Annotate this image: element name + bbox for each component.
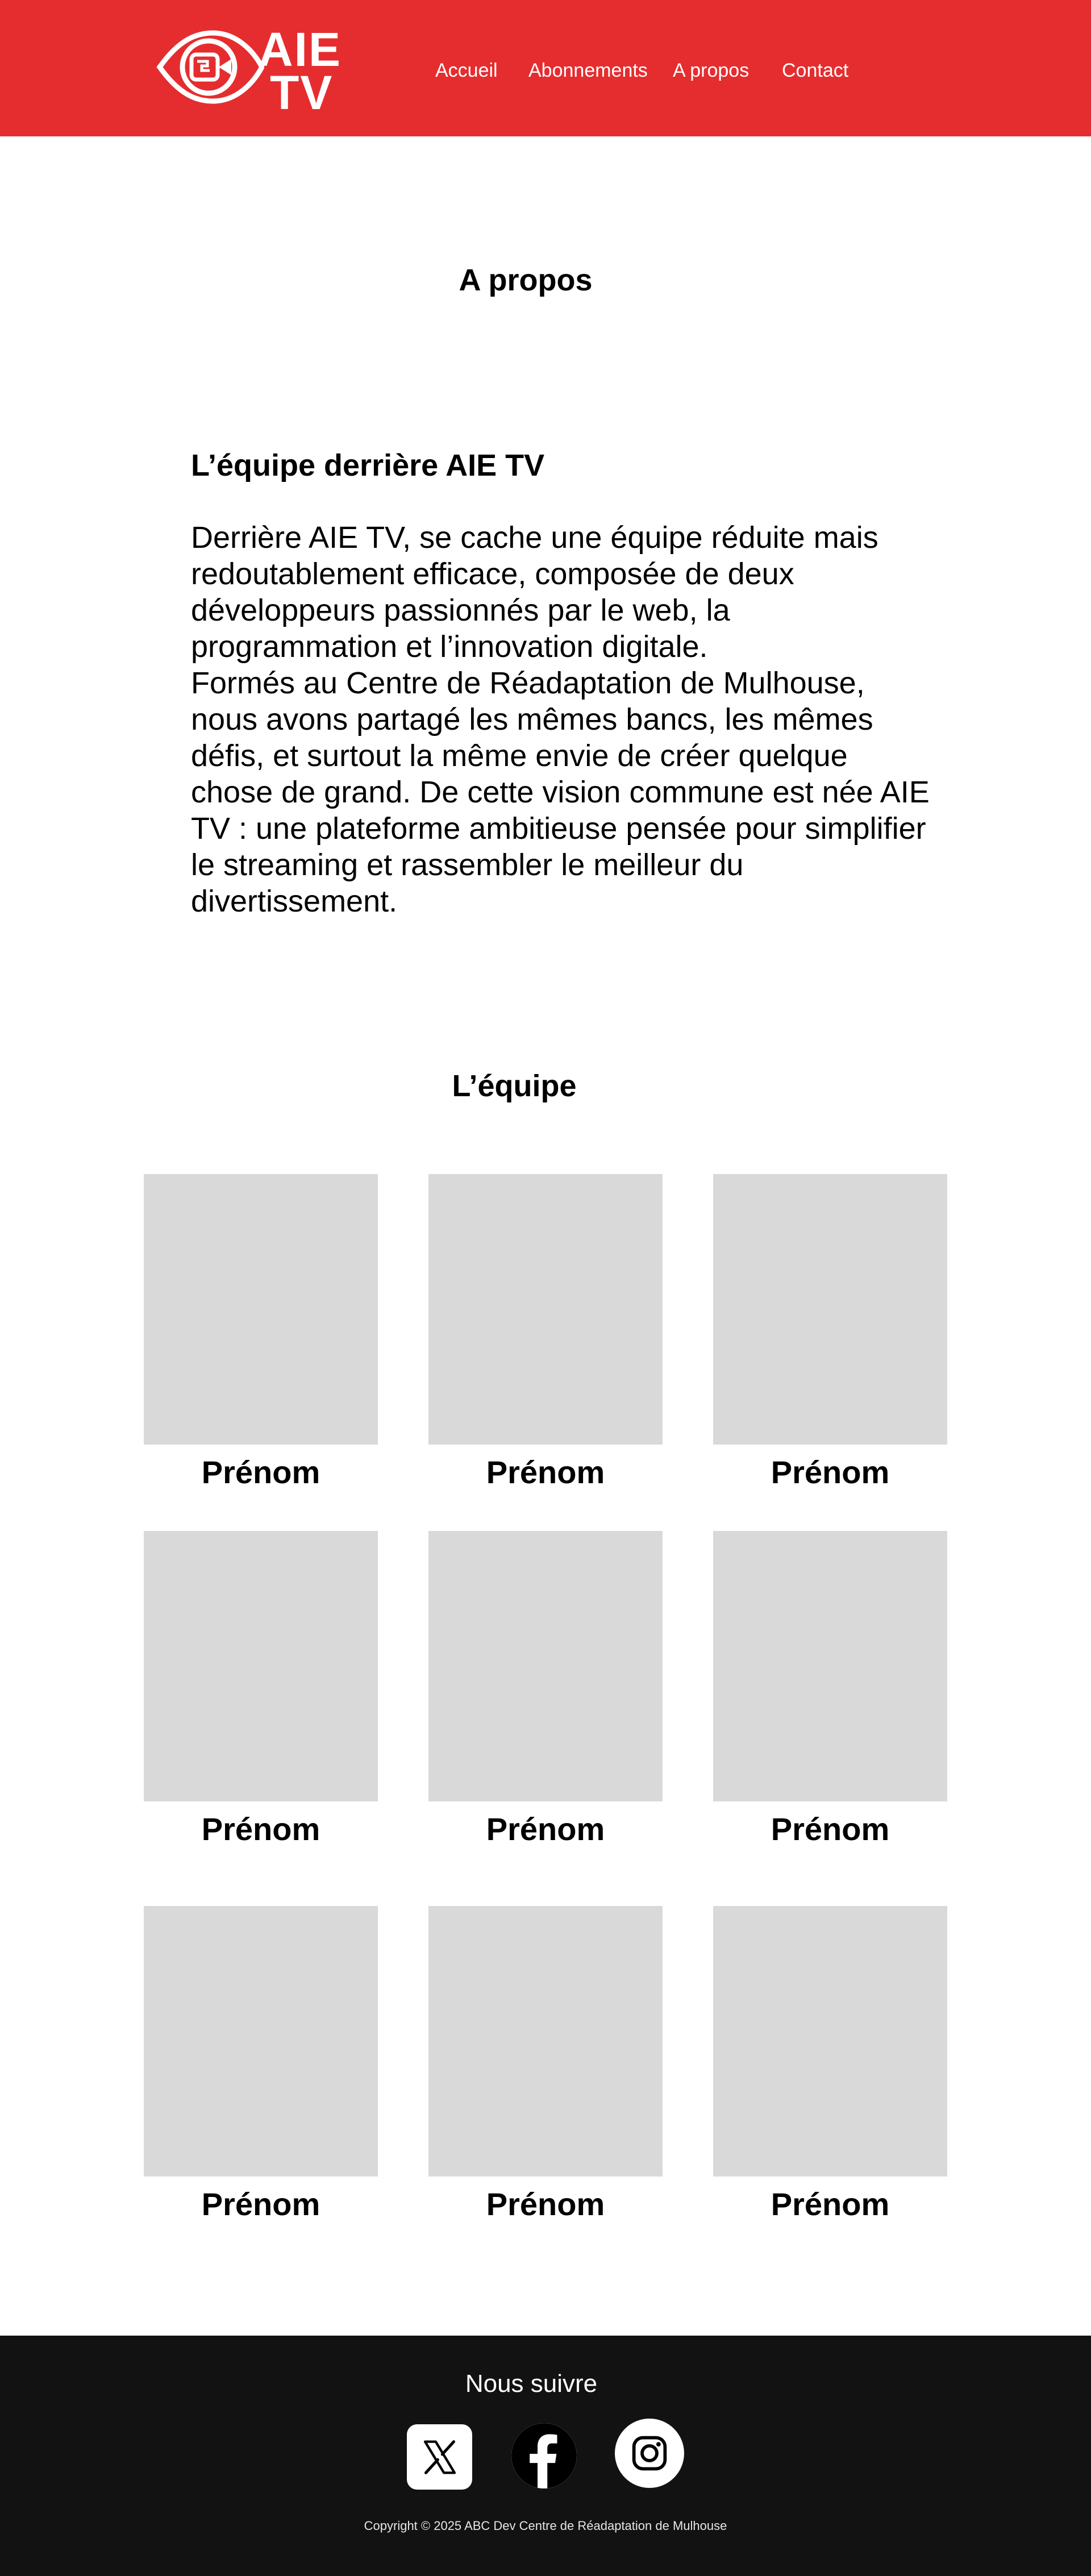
- team-member-card: [713, 1174, 947, 1492]
- nav-link-a-propos[interactable]: A propos: [673, 60, 749, 81]
- x-icon[interactable]: [407, 2424, 472, 2490]
- site-header: [0, 0, 1091, 136]
- member-photo: [428, 1531, 663, 1801]
- facebook-icon[interactable]: [511, 2423, 577, 2488]
- member-name: Prénom: [201, 1454, 320, 1490]
- team-member-card: [428, 1174, 663, 1492]
- team-member-card: [428, 1906, 663, 2224]
- nav-link-accueil[interactable]: Accueil: [435, 60, 498, 81]
- member-photo: [713, 1174, 947, 1445]
- member-photo: [144, 1174, 378, 1445]
- team-member-card: [713, 1531, 947, 1849]
- site-logo[interactable]: [156, 23, 349, 119]
- member-photo: [428, 1906, 663, 2177]
- team-member-card: [144, 1174, 378, 1492]
- about-paragraph: Formés au Centre de Réadaptation de Mulhouse, nous avons partagé les mêmes bancs, les mêmes défis, et surtout la même envie de créer quelque chose de grand. De cette vision commune est née AIE TV : une plateforme ambitieuse pensée pour simplifier le streaming et rassembler le meilleur du divertissement.: [191, 666, 930, 918]
- member-name: Prénom: [201, 1811, 320, 1847]
- logo-text-aie: AIE: [259, 23, 342, 76]
- about-text: [191, 519, 930, 919]
- about-heading: L’équipe derrière AIE TV: [191, 448, 545, 482]
- member-photo: [428, 1174, 663, 1445]
- team-member-card: [713, 1906, 947, 2224]
- site-footer: [0, 2336, 1091, 2576]
- member-photo: [144, 1906, 378, 2177]
- member-photo: [713, 1906, 947, 2177]
- instagram-icon[interactable]: [615, 2419, 684, 2488]
- member-name: Prénom: [486, 1454, 605, 1490]
- member-name: Prénom: [201, 2186, 320, 2222]
- member-photo: [713, 1531, 947, 1801]
- member-name: Prénom: [486, 2186, 605, 2222]
- member-name: Prénom: [771, 2186, 890, 2222]
- member-name: Prénom: [486, 1811, 605, 1847]
- nav-link-contact[interactable]: Contact: [782, 60, 849, 81]
- about-paragraph: Derrière AIE TV, se cache une équipe réduite mais redoutablement efficace, composée de deux développeurs passionnés par le web, la programmation et l’innovation digitale.: [191, 521, 878, 664]
- logo-text-tv: TV: [270, 66, 334, 119]
- nav-link-abonnements[interactable]: Abonnements: [528, 60, 648, 81]
- team-member-card: [144, 1906, 378, 2224]
- member-photo: [144, 1531, 378, 1801]
- page-title: A propos: [459, 263, 593, 297]
- eye-camera-logo-icon: [156, 27, 264, 107]
- follow-heading: Nous suivre: [465, 2370, 598, 2398]
- member-name: Prénom: [771, 1454, 890, 1490]
- copyright-text: Copyright © 2025 ABC Dev Centre de Réadaptation de Mulhouse: [364, 2519, 727, 2533]
- team-member-card: [428, 1531, 663, 1849]
- team-member-card: [144, 1531, 378, 1849]
- member-name: Prénom: [771, 1811, 890, 1847]
- team-title: L’équipe: [452, 1069, 577, 1103]
